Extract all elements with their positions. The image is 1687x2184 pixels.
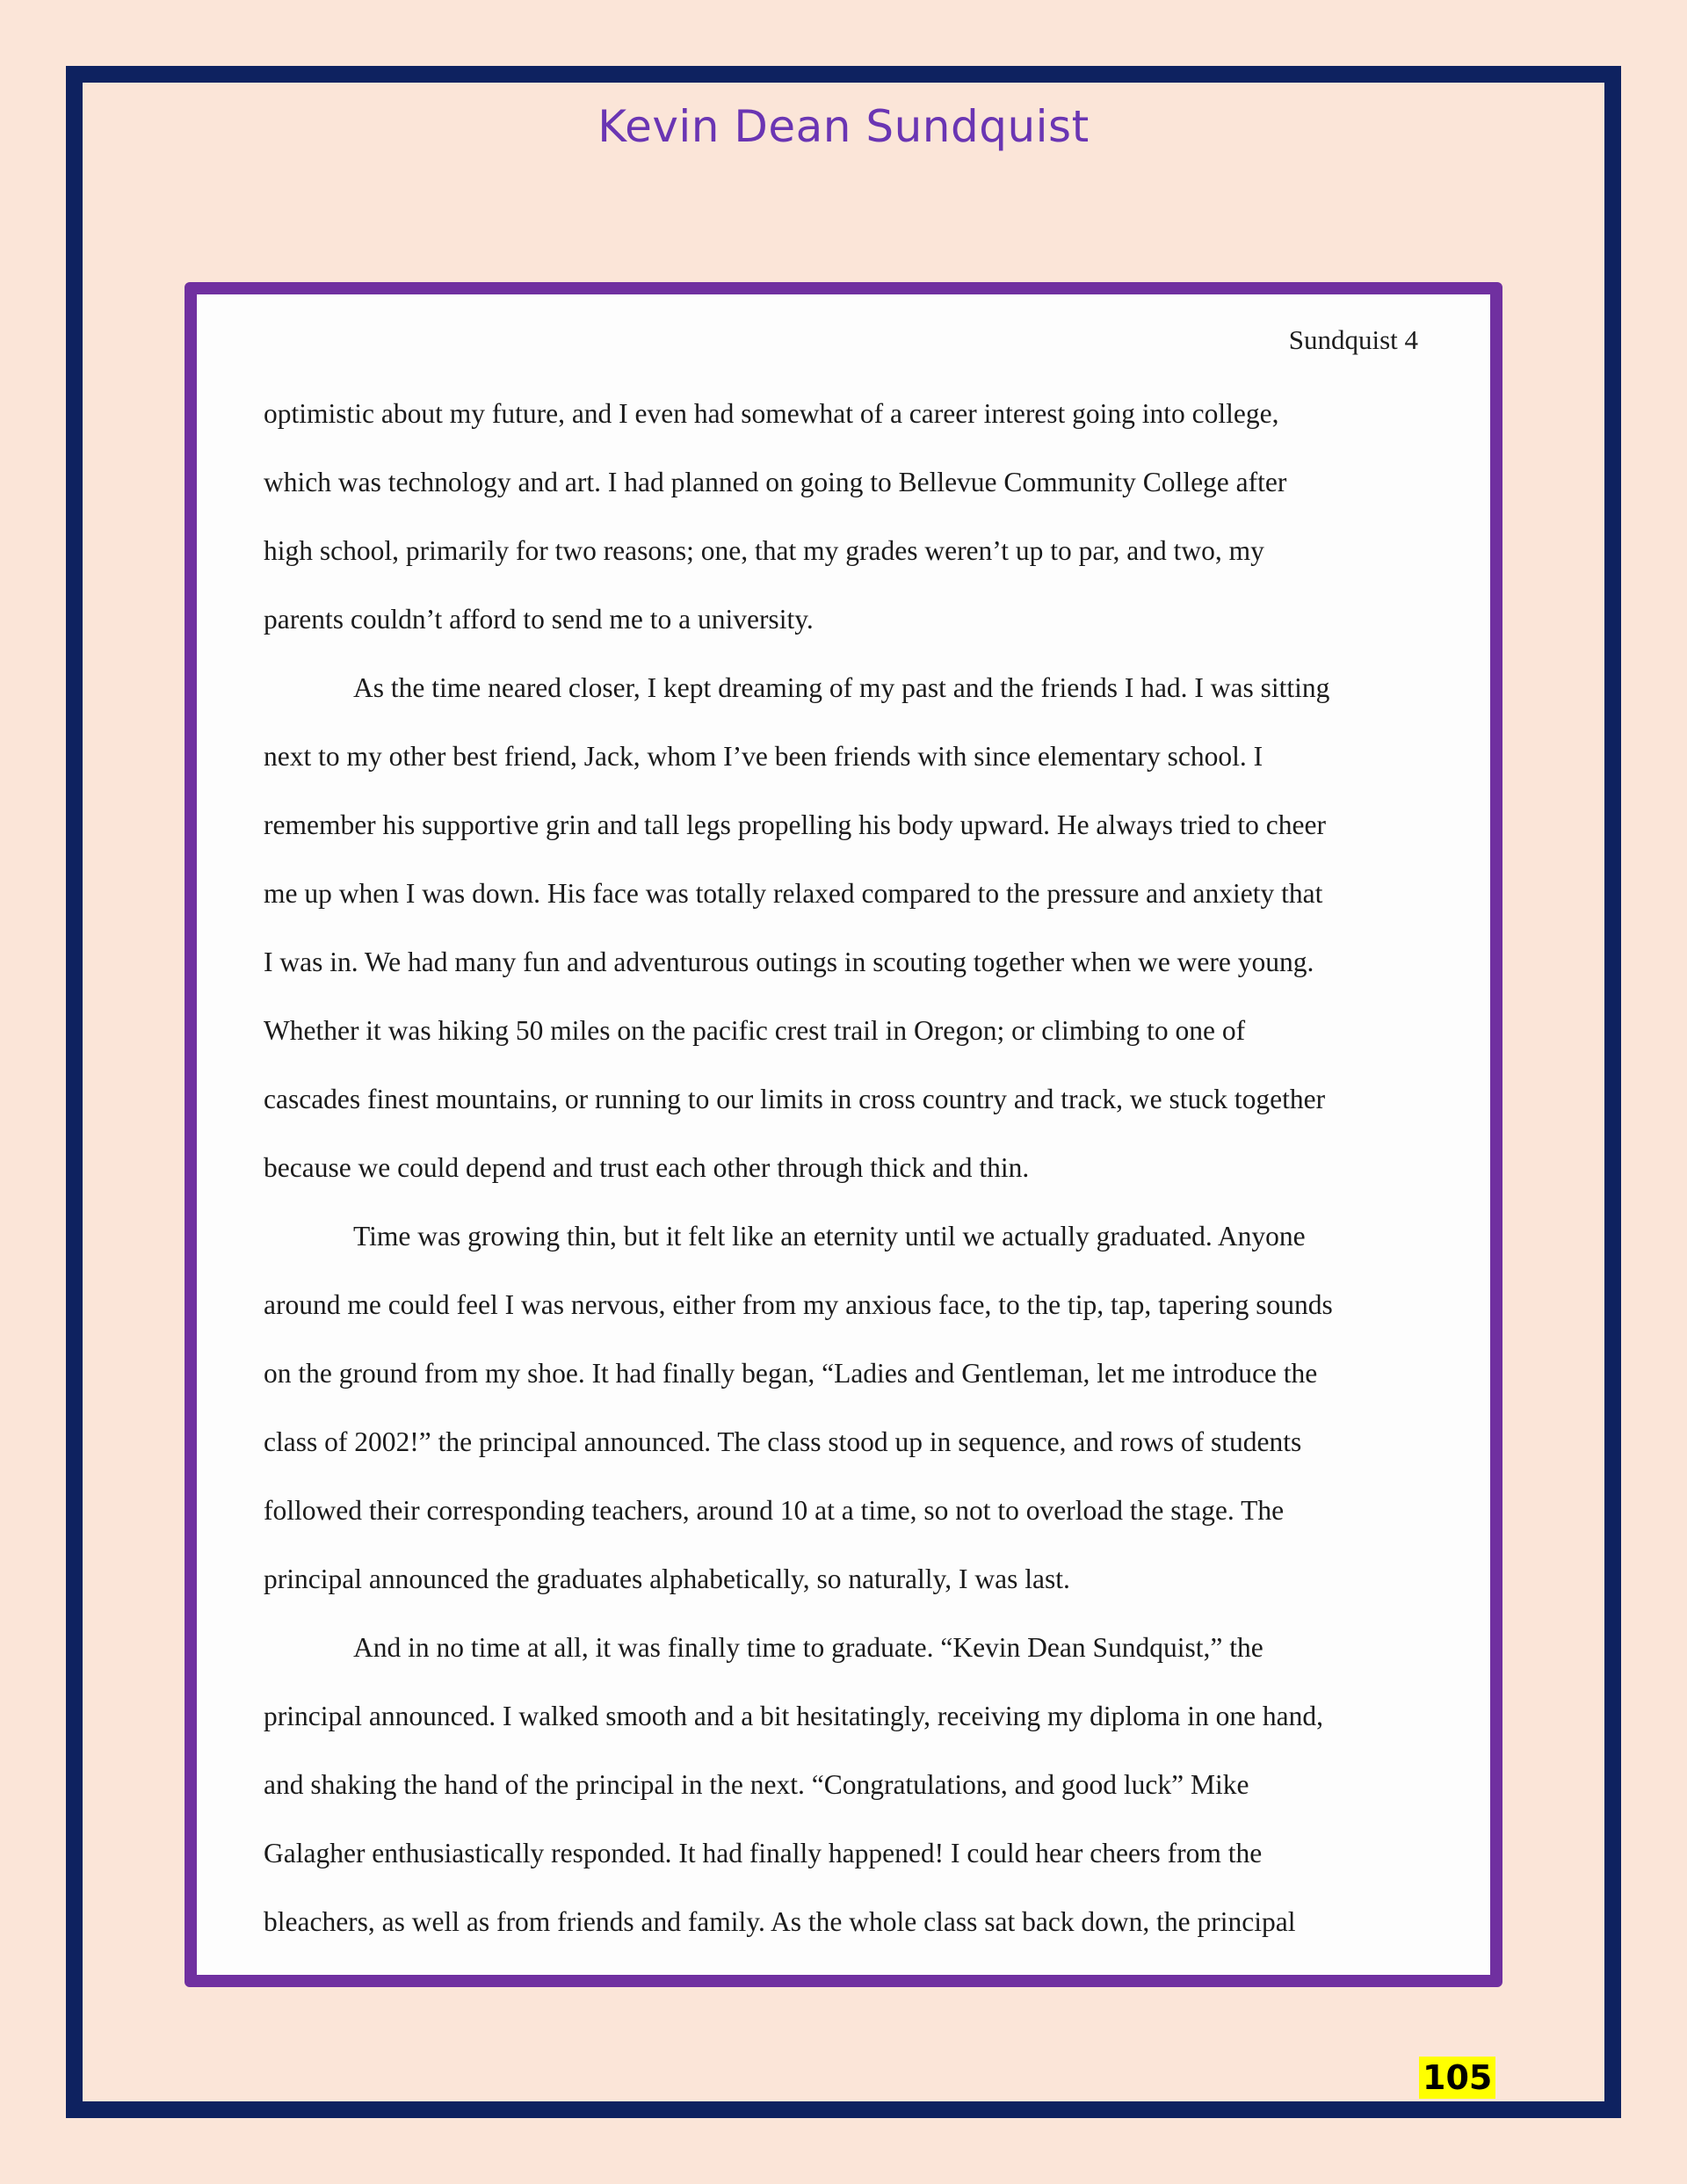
text-line: Galagher enthusiastically responded. It had finally happened! I could hear cheers from the [264, 1838, 1263, 1868]
text-line: Time was growing thin, but it felt like an eternity until we actually graduated. Anyone [353, 1221, 1306, 1252]
text-line: remember his supportive grin and tall legs propelling his body upward. He always tried to cheer [264, 809, 1326, 840]
scanned-page-frame [185, 282, 1502, 1987]
text-line: optimistic about my future, and I even had somewhat of a career interest going into college, [264, 398, 1279, 429]
text-line: bleachers, as well as from friends and family. As the whole class sat back down, the principal [264, 1906, 1296, 1937]
text-line: I was in. We had many fun and adventurous outings in scouting together when we were young. [264, 947, 1314, 977]
text-line: because we could depend and trust each other through thick and thin. [264, 1152, 1030, 1183]
text-line: high school, primarily for two reasons; one, that my grades weren’t up to par, and two, my [264, 535, 1264, 566]
page-title: Kevin Dean Sundquist [597, 101, 1090, 152]
text-line: next to my other best friend, Jack, whom I’ve been friends with since elementary school. I [264, 741, 1263, 772]
text-line: which was technology and art. I had planned on going to Bellevue Community College after [264, 467, 1287, 497]
text-line: and shaking the hand of the principal in the next. “Congratulations, and good luck” Mike [264, 1769, 1249, 1800]
text-line: principal announced the graduates alphabetically, so naturally, I was last. [264, 1564, 1070, 1594]
essay-text [264, 395, 1445, 1972]
text-line: followed their corresponding teachers, around 10 at a time, so not to overload the stage. The [264, 1495, 1285, 1526]
text-line: principal announced. I walked smooth and a bit hesitatingly, receiving my diploma in one hand, [264, 1701, 1324, 1731]
page-number: 105 [1419, 2057, 1495, 2099]
text-line: me up when I was down. His face was totally relaxed compared to the pressure and anxiety that [264, 878, 1323, 909]
text-line: And in no time at all, it was finally time to graduate. “Kevin Dean Sundquist,” the [353, 1632, 1263, 1663]
text-line: Whether it was hiking 50 miles on the pacific crest trail in Oregon; or climbing to one of [264, 1015, 1246, 1046]
scanned-page [197, 294, 1490, 1975]
running-head: Sundquist 4 [1288, 324, 1418, 355]
text-line: on the ground from my shoe. It had finally began, “Ladies and Gentleman, let me introduce the [264, 1358, 1318, 1389]
text-line: As the time neared closer, I kept dreaming of my past and the friends I had. I was sitting [353, 672, 1330, 703]
text-line: cascades finest mountains, or running to our limits in cross country and track, we stuck together [264, 1084, 1326, 1114]
text-line: around me could feel I was nervous, either from my anxious face, to the tip, tap, tapering sounds [264, 1289, 1333, 1320]
text-line: parents couldn’t afford to send me to a university. [264, 604, 814, 635]
text-line: class of 2002!” the principal announced. The class stood up in sequence, and rows of students [264, 1426, 1302, 1457]
